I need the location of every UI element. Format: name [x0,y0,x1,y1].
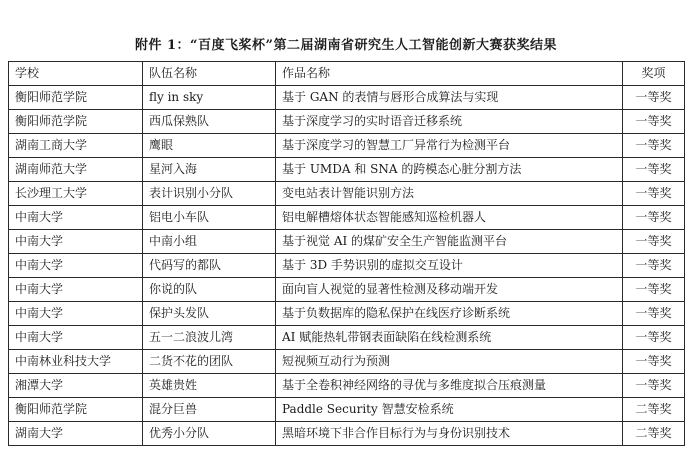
cell-team: 铝电小车队 [143,206,276,230]
table-row [9,254,685,278]
cell-work: 基于视觉 AI 的煤矿安全生产智能监测平台 [276,230,623,254]
cell-school: 衡阳师范学院 [9,86,143,110]
cell-team: 英雄贵姓 [143,374,276,398]
cell-work: 黑暗环境下非合作目标行为与身份识别技术 [276,422,623,446]
cell-school: 长沙理工大学 [9,182,143,206]
table-header-row [9,62,685,86]
table-row [9,350,685,374]
cell-school: 湖南工商大学 [9,134,143,158]
cell-team: fly in sky [143,86,276,110]
cell-award: 一等奖 [623,158,685,182]
table-row [9,86,685,110]
cell-work: 铝电解槽熔体状态智能感知巡检机器人 [276,206,623,230]
cell-school: 中南大学 [9,206,143,230]
cell-work: 基于 GAN 的表情与唇形合成算法与实现 [276,86,623,110]
header-work: 作品名称 [276,62,623,86]
cell-team: 鹰眼 [143,134,276,158]
cell-school: 中南林业科技大学 [9,350,143,374]
cell-team: 中南小组 [143,230,276,254]
cell-work: 面向盲人视觉的显著性检测及移动端开发 [276,278,623,302]
table-row [9,134,685,158]
cell-team: 保护头发队 [143,302,276,326]
cell-work: 基于 UMDA 和 SNA 的跨模态心脏分割方法 [276,158,623,182]
table-row [9,110,685,134]
cell-team: 星河入海 [143,158,276,182]
cell-award: 一等奖 [623,278,685,302]
header-school: 学校 [9,62,143,86]
table-row [9,278,685,302]
cell-school: 衡阳师范学院 [9,110,143,134]
cell-work: AI 赋能热轧带钢表面缺陷在线检测系统 [276,326,623,350]
cell-award: 一等奖 [623,230,685,254]
table-row [9,398,685,422]
cell-school: 中南大学 [9,230,143,254]
table-body [9,86,685,446]
cell-school: 湘潭大学 [9,374,143,398]
cell-school: 中南大学 [9,302,143,326]
cell-team: 二货不花的团队 [143,350,276,374]
cell-award: 一等奖 [623,182,685,206]
cell-school: 中南大学 [9,254,143,278]
page-title: 附件 1：“百度飞桨杯”第二届湖南省研究生人工智能创新大赛获奖结果 [134,38,558,53]
cell-award: 一等奖 [623,206,685,230]
cell-team: 混分巨兽 [143,398,276,422]
cell-team: 西瓜保熟队 [143,110,276,134]
cell-team: 你说的队 [143,278,276,302]
cell-award: 一等奖 [623,350,685,374]
cell-award: 一等奖 [623,134,685,158]
table-row [9,230,685,254]
cell-team: 五一二浪波儿湾 [143,326,276,350]
cell-award: 一等奖 [623,326,685,350]
cell-school: 湖南师范大学 [9,158,143,182]
cell-school: 衡阳师范学院 [9,398,143,422]
cell-team: 表计识别小分队 [143,182,276,206]
cell-award: 一等奖 [623,86,685,110]
cell-work: Paddle Security 智慧安检系统 [276,398,623,422]
header-award: 奖项 [623,62,685,86]
cell-award: 一等奖 [623,374,685,398]
cell-work: 基于 3D 手势识别的虚拟交互设计 [276,254,623,278]
cell-work: 基于深度学习的智慧工厂异常行为检测平台 [276,134,623,158]
cell-work: 基于全卷积神经网络的寻优与多维度拟合压痕测量 [276,374,623,398]
table-row [9,422,685,446]
table-row [9,374,685,398]
cell-school: 中南大学 [9,278,143,302]
cell-school: 中南大学 [9,326,143,350]
cell-award: 一等奖 [623,302,685,326]
cell-award: 二等奖 [623,422,685,446]
cell-award: 一等奖 [623,110,685,134]
cell-work: 基于负数据库的隐私保护在线医疗诊断系统 [276,302,623,326]
header-team: 队伍名称 [143,62,276,86]
cell-award: 一等奖 [623,254,685,278]
table-row [9,326,685,350]
awards-table [8,61,685,446]
table-row [9,182,685,206]
table-row [9,302,685,326]
cell-work: 变电站表计智能识别方法 [276,182,623,206]
cell-team: 优秀小分队 [143,422,276,446]
cell-work: 短视频互动行为预测 [276,350,623,374]
cell-team: 代码写的都队 [143,254,276,278]
cell-work: 基于深度学习的实时语音迁移系统 [276,110,623,134]
cell-school: 湖南大学 [9,422,143,446]
table-row [9,158,685,182]
cell-award: 二等奖 [623,398,685,422]
table-row [9,206,685,230]
